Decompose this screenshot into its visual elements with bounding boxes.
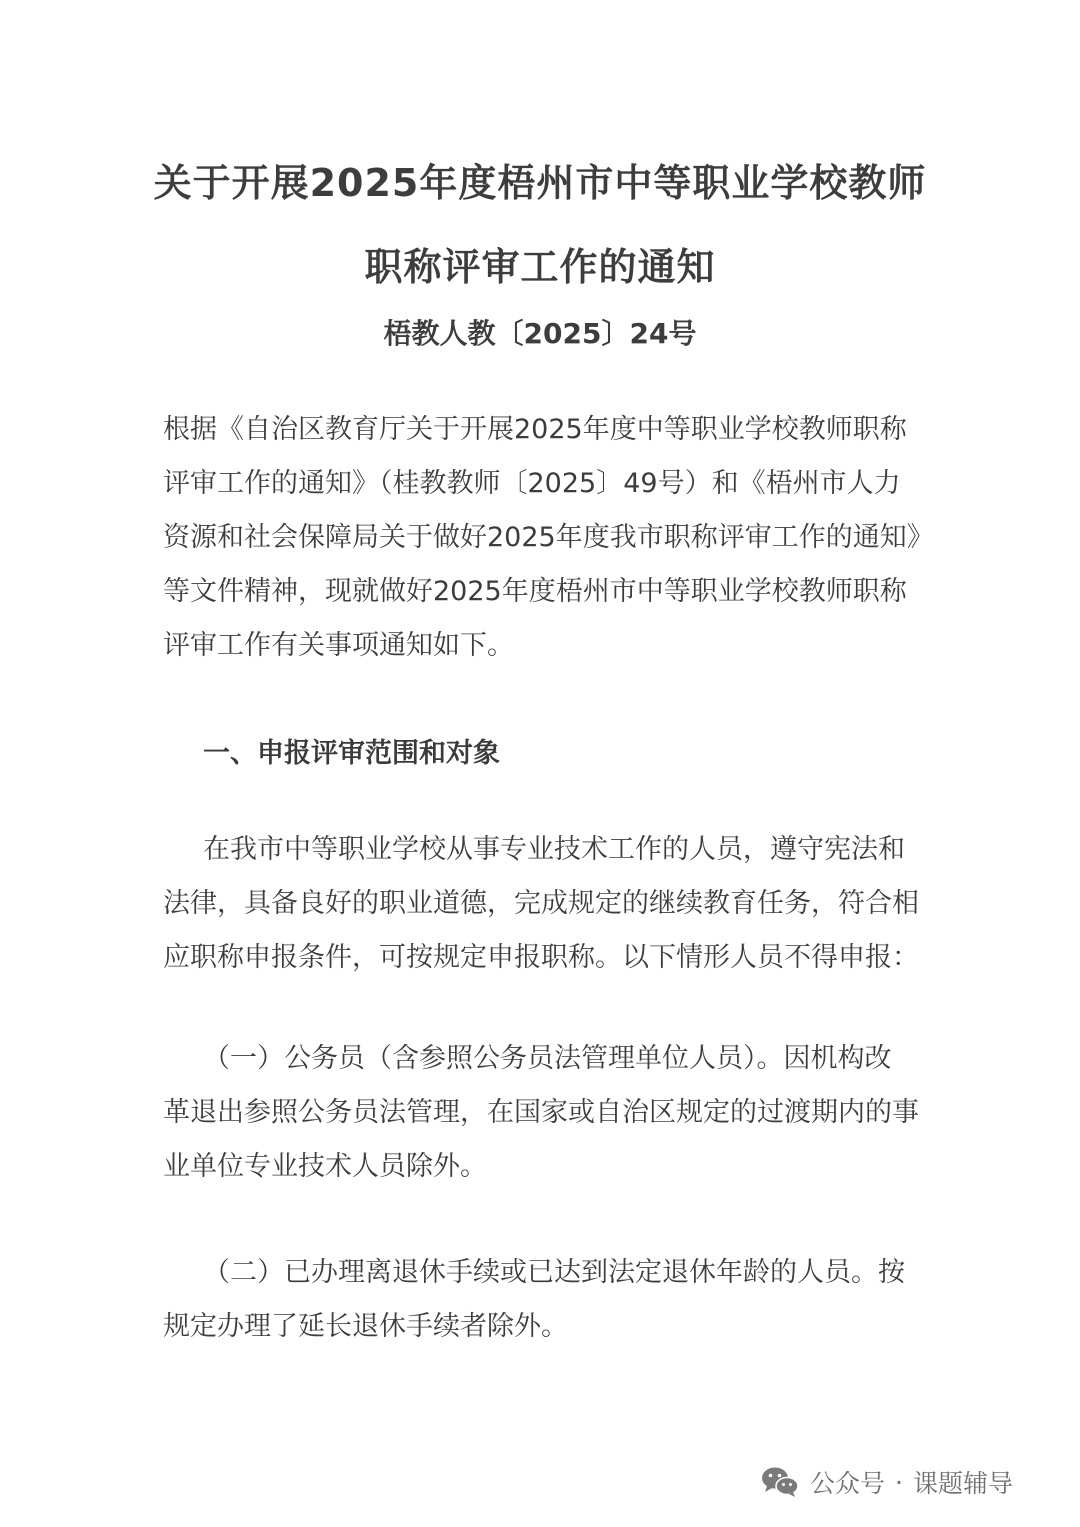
item-2-line: 规定办理了延长退休手续者除外。	[163, 1311, 568, 1342]
scope-paragraph	[163, 823, 923, 985]
wechat-icon	[760, 1465, 800, 1499]
item-1-line: （一）公务员（含参照公务员法管理单位人员）。因机构改	[203, 1043, 892, 1074]
intro-line: 评审工作的通知》（桂教教师〔2025〕49号）和《梧州市人力	[163, 468, 901, 499]
scope-line: 在我市中等职业学校从事专业技术工作的人员，遵守宪法和	[203, 834, 905, 865]
document-title-line-1: 关于开展2025年度梧州市中等职业学校教师	[153, 161, 927, 205]
watermark-account: 课题辅导	[912, 1469, 1013, 1498]
item-1-line: 革退出参照公务员法管理，在国家或自治区规定的过渡期内的事	[163, 1097, 919, 1128]
watermark-label: 公众号	[810, 1469, 886, 1498]
item-1-line: 业单位专业技术人员除外。	[163, 1151, 487, 1182]
item-2-line: （二）已办理离退休手续或已达到法定退休年龄的人员。按	[203, 1257, 905, 1288]
intro-line: 资源和社会保障局关于做好2025年度我市职称评审工作的通知》	[163, 522, 934, 553]
scope-line: 应职称申报条件，可按规定申报职称。以下情形人员不得申报：	[163, 942, 919, 973]
document-number: 梧教人教〔2025〕24号	[383, 317, 697, 350]
document-title-line-2: 职称评审工作的通知	[364, 245, 716, 289]
intro-line: 评审工作有关事项通知如下。	[163, 630, 514, 661]
watermark-separator: ·	[895, 1467, 903, 1497]
intro-line: 等文件精神，现就做好2025年度梧州市中等职业学校教师职称	[163, 576, 907, 607]
wechat-watermark	[760, 1460, 1013, 1504]
intro-paragraph	[163, 403, 934, 673]
exclusion-item-1	[163, 1032, 923, 1194]
intro-line: 根据《自治区教育厅关于开展2025年度中等职业学校教师职称	[163, 414, 907, 445]
scope-line: 法律，具备良好的职业道德，完成规定的继续教育任务，符合相	[163, 888, 919, 919]
section-1-heading: 一、申报评审范围和对象	[203, 738, 500, 769]
exclusion-item-2	[163, 1246, 923, 1354]
